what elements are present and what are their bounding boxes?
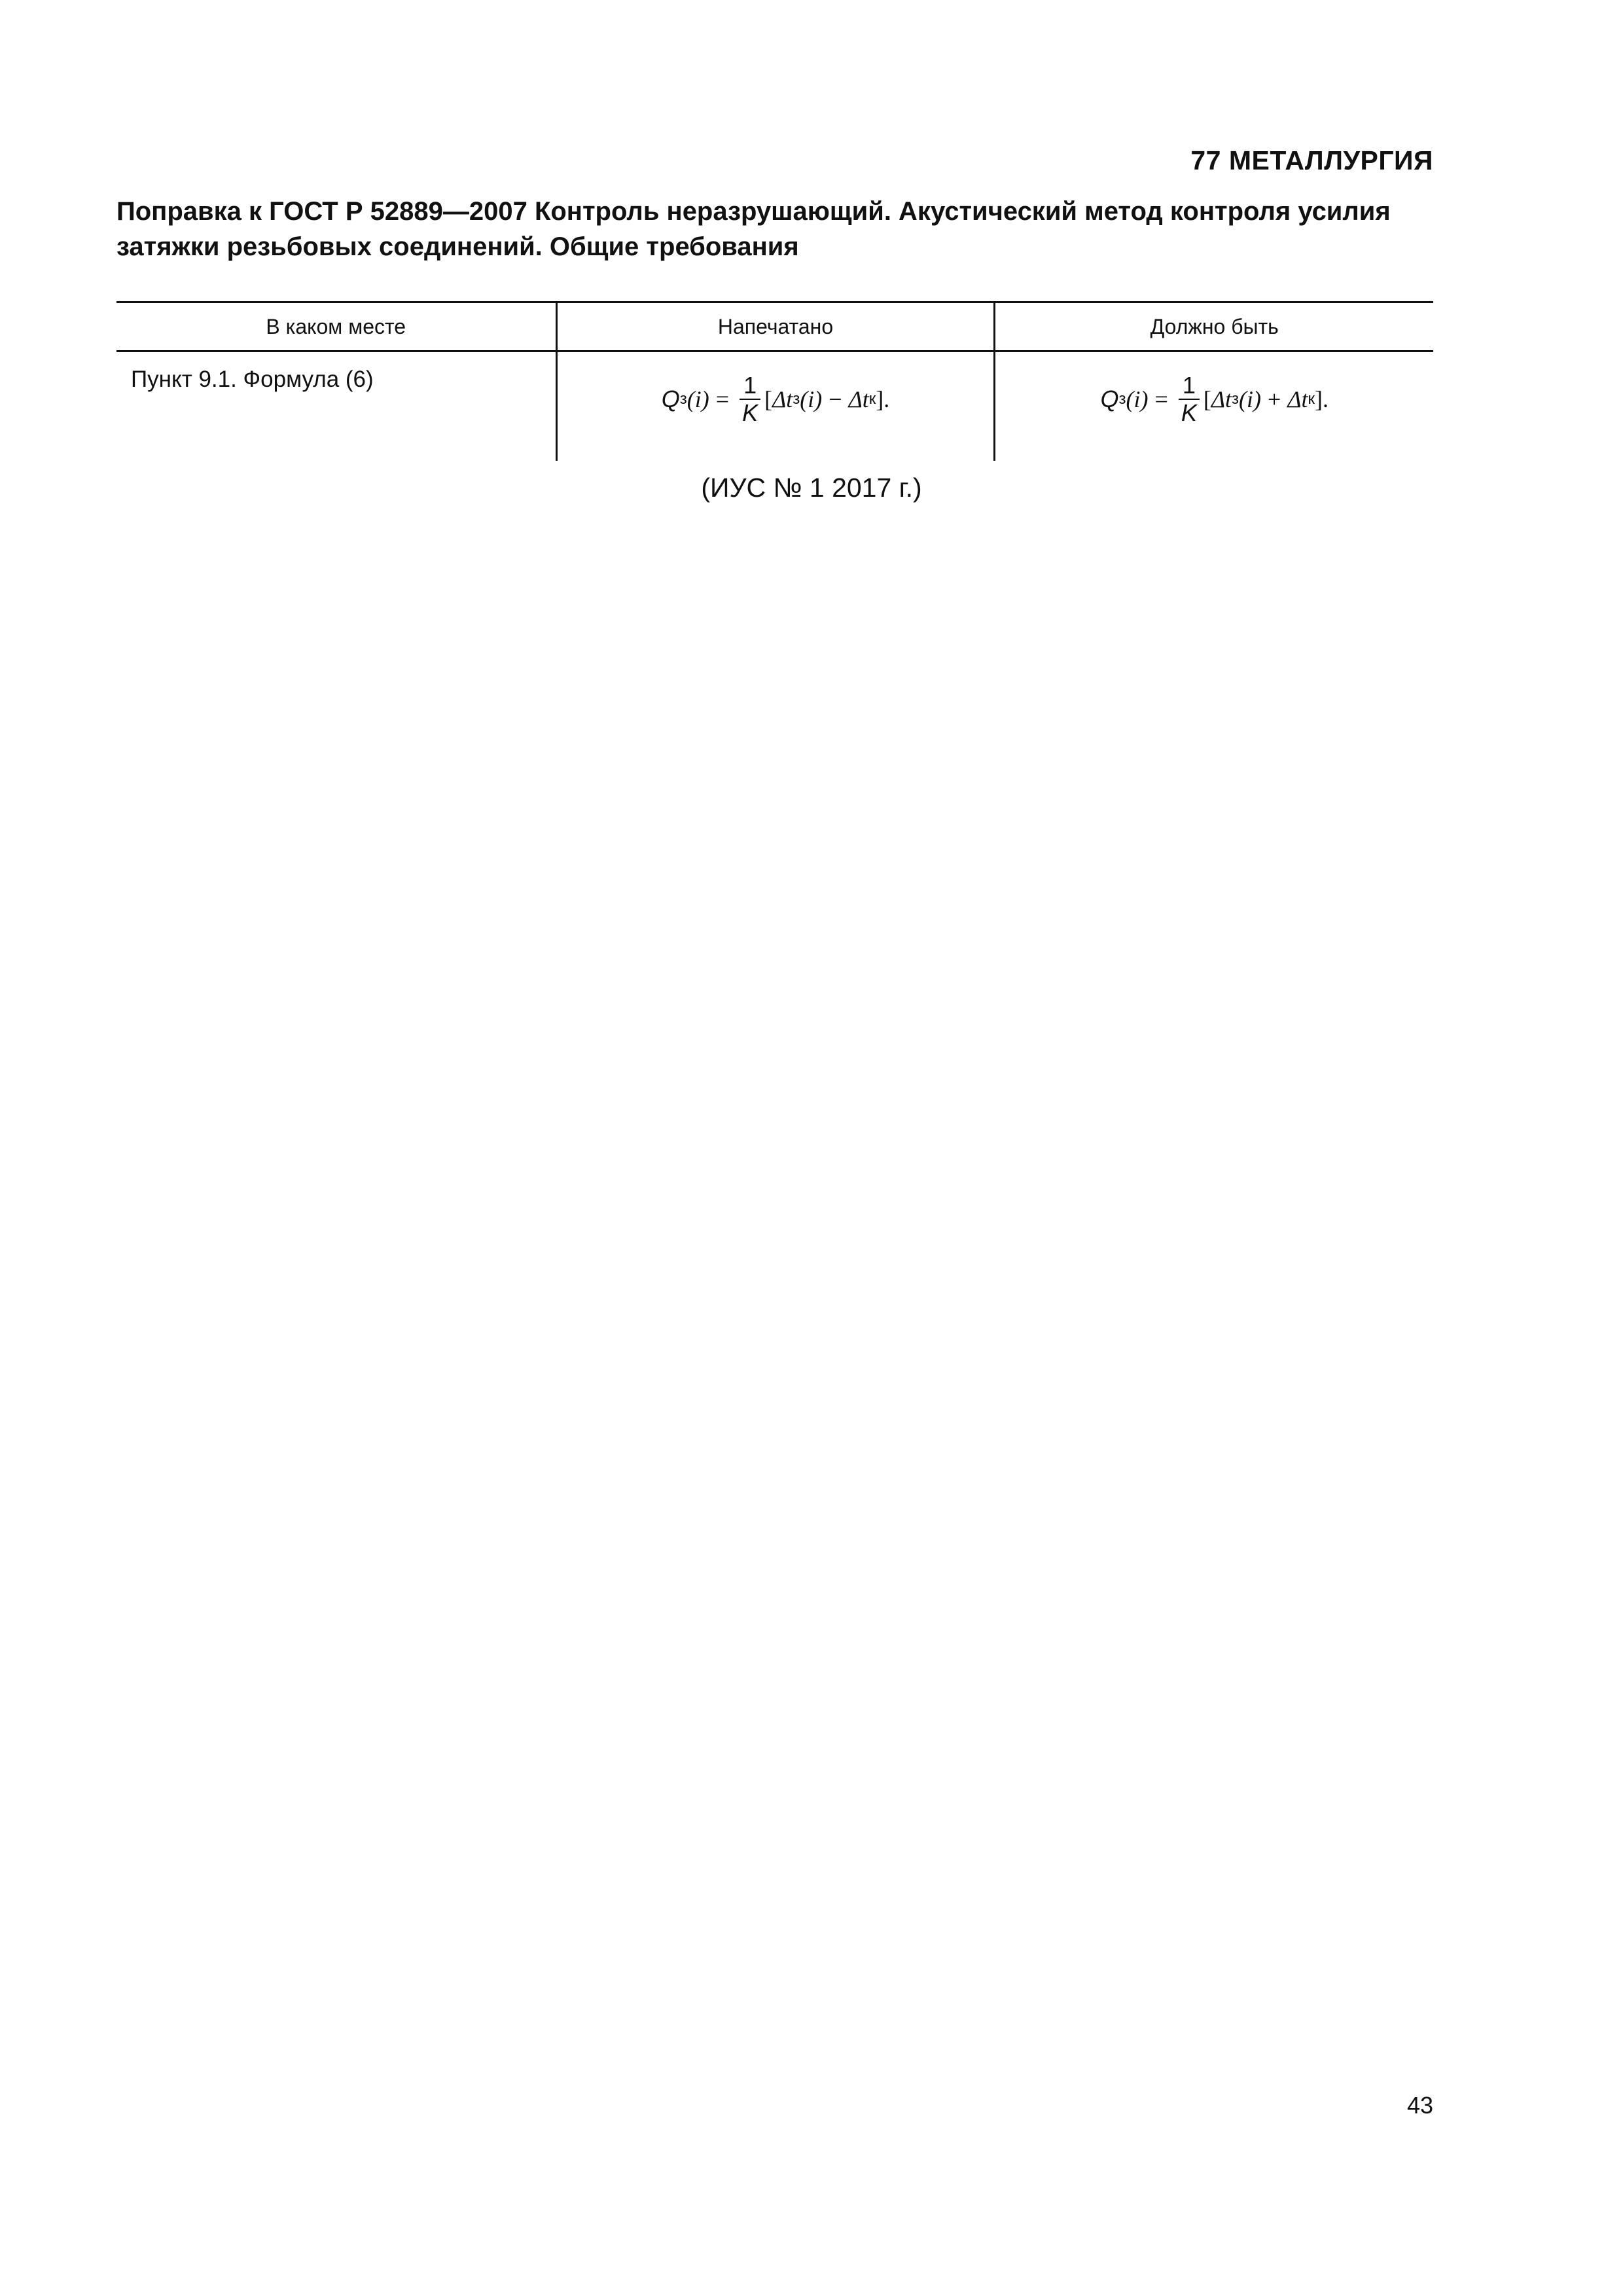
table-header-row	[116, 302, 1433, 351]
fraction-numerator: 1	[1182, 372, 1196, 399]
formula-delta-term-1: Δt	[1211, 386, 1232, 412]
formula-fraction	[1179, 372, 1200, 426]
place-cell: Пункт 9.1. Формула (6)	[131, 367, 374, 392]
source-note: (ИУС № 1 2017 г.)	[701, 473, 922, 503]
formula-lhs: Q	[1100, 386, 1119, 412]
column-header-place: В каком месте	[116, 302, 556, 351]
fraction-numerator: 1	[743, 372, 757, 399]
formula-fraction	[740, 372, 760, 426]
column-header-correct: Должно быть	[995, 302, 1433, 351]
formula-argument: (i)	[687, 386, 709, 412]
formula-open-bracket: [	[1203, 386, 1211, 412]
printed-cell	[556, 351, 995, 461]
printed-formula	[662, 372, 889, 426]
delta-term-1-argument: (i)	[1239, 386, 1261, 412]
correct-cell	[995, 351, 1433, 461]
formula-delta-term-2: Δt	[848, 386, 869, 412]
formula-equals: =	[1154, 386, 1168, 412]
delta-term-1-subscript: з	[1232, 390, 1240, 408]
formula-close-bracket: ].	[1314, 386, 1329, 412]
fraction-denominator: K	[1181, 399, 1197, 426]
formula-operator: −	[829, 386, 842, 412]
formula-lhs-subscript: з	[1118, 390, 1126, 408]
column-header-printed: Напечатано	[556, 302, 995, 351]
delta-term-1-subscript: з	[793, 390, 800, 408]
delta-term-2-subscript: к	[1308, 390, 1315, 408]
section-header: 77 МЕТАЛЛУРГИЯ	[1190, 145, 1433, 175]
delta-term-1-argument: (i)	[800, 386, 823, 412]
table-row	[116, 351, 1433, 461]
correct-formula	[1101, 372, 1329, 426]
correction-table	[116, 301, 1433, 461]
formula-close-bracket: ].	[876, 386, 890, 412]
delta-term-2-subscript: к	[868, 390, 876, 408]
formula-open-bracket: [	[764, 386, 773, 412]
formula-lhs-subscript: з	[679, 390, 687, 408]
formula-delta-term-1: Δt	[772, 386, 793, 412]
fraction-denominator: K	[742, 399, 758, 426]
formula-argument: (i)	[1126, 386, 1149, 412]
page-number: 43	[1406, 2092, 1433, 2119]
formula-operator: +	[1268, 386, 1281, 412]
document-title: Поправка к ГОСТ Р 52889—2007 Контроль неразрушающий. Акустический метод контроля усилия затяжки резьбовых соединений. Общие требования	[116, 197, 1391, 261]
formula-delta-term-2: Δt	[1287, 386, 1308, 412]
formula-lhs: Q	[661, 386, 680, 412]
formula-equals: =	[715, 386, 730, 412]
